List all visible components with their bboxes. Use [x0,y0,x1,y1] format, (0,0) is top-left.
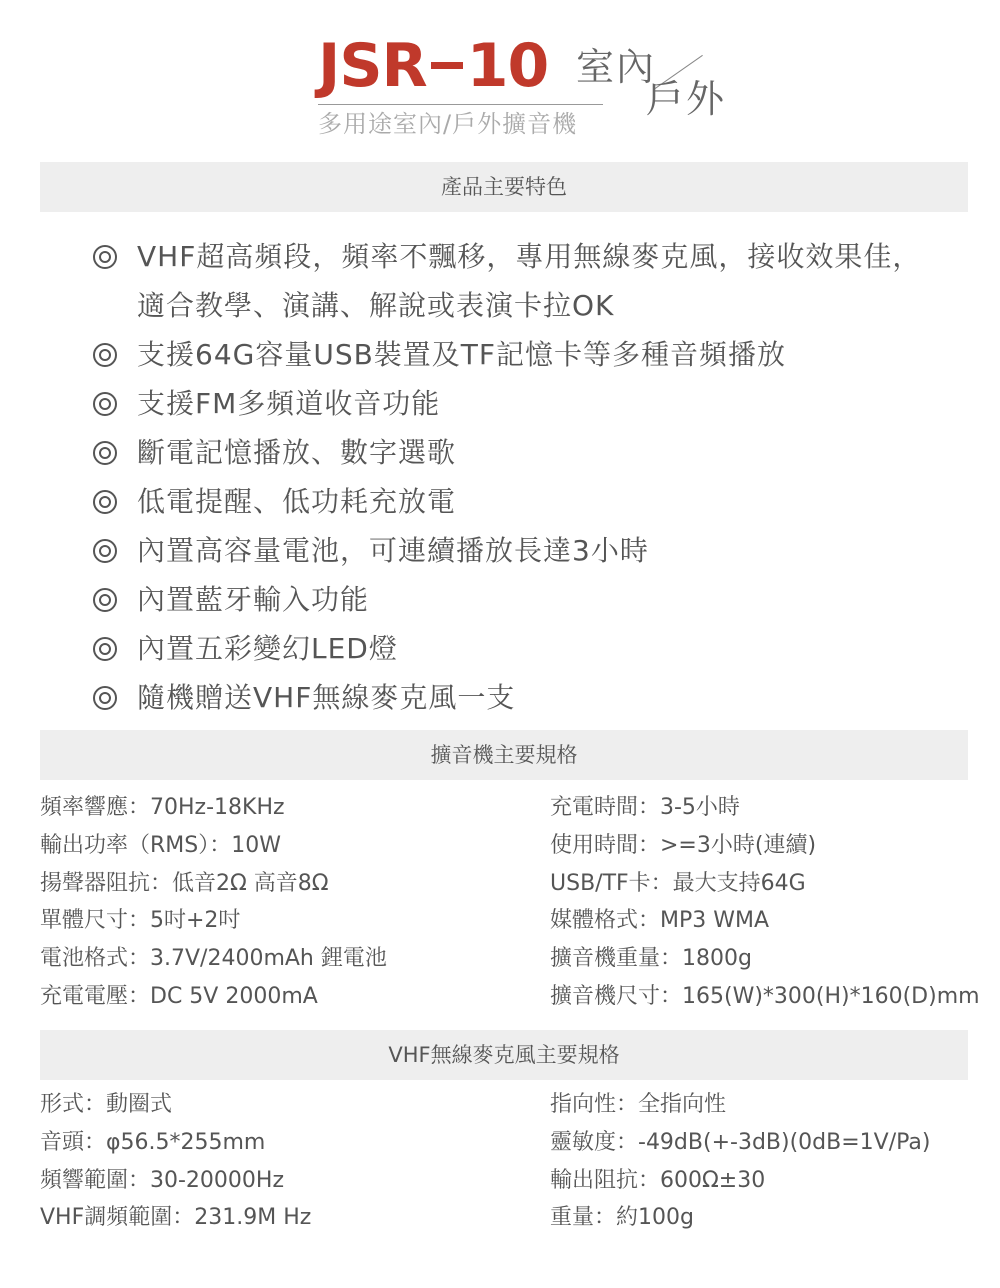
spec-row: 充電時間：3-5小時 [550,795,740,820]
feature-item: 低電提醒、低功耗充放電 [93,477,937,526]
mic-specs-title: VHF無線麥克風主要規格 [40,1030,968,1080]
logo-indoor-text: 室內 [576,45,657,89]
spec-row: 媒體格式：MP3 WMA [550,908,770,934]
spec-row: 單體尺寸：5吋+2吋 [40,908,241,934]
logo-outdoor-text: 戶外 [646,77,727,121]
feature-item: 隨機贈送VHF無線麥克風一支 [93,673,937,722]
spec-row: 揚聲器阻抗：低音2Ω 高音8Ω [40,870,329,896]
logo-model-number: JSR 10 [318,31,549,101]
feature-item-continuation: 適合教學、演講、解說或表演卡拉OK [137,289,615,322]
logo-subtitle: 多用途室內/戶外擴音機 [318,110,578,138]
spec-row: 擴音機尺寸：165(W)*300(H)*160(D)mm [550,983,980,1009]
double-circle-icon [93,526,137,575]
spec-row: 充電電壓：DC 5V 2000mA [40,983,318,1009]
spec-row: 音頭：φ56.5*255mm [40,1129,266,1155]
feature-item: 斷電記憶播放、數字選歌 [93,428,937,477]
spec-row: 頻響範圍：30-20000Hz [40,1167,285,1193]
features-section-title: 產品主要特色 [40,162,968,212]
amp-specs-right-column [550,789,980,1016]
double-circle-icon [93,575,137,624]
spec-row: VHF調頻範圍：231.9M Hz [40,1205,312,1231]
feature-item: 支援FM多頻道收音功能 [93,379,937,428]
double-circle-icon [93,232,137,281]
spec-row: 擴音機重量：1800g [550,946,752,972]
spec-row: 頻率響應：70Hz-18KHz [40,795,285,820]
feature-item: 內置藍牙輸入功能 [93,575,937,624]
double-circle-icon [93,428,137,477]
product-logo [318,30,738,138]
spec-row: 指向性：全指向性 [550,1092,727,1117]
spec-row: 使用時間：>=3小時(連續) [550,832,817,858]
amp-specs-title: 擴音機主要規格 [40,730,968,780]
double-circle-icon [93,624,137,673]
mic-specs-table [40,1086,968,1246]
mic-specs-right-column [550,1086,930,1237]
feature-item: 內置五彩變幻LED燈 [93,624,937,673]
spec-row: 重量：約100g [550,1205,694,1231]
spec-row: 形式：動圈式 [40,1092,173,1117]
amp-specs-table [40,789,980,1019]
spec-row: USB/TF卡：最大支持64G [550,870,806,896]
spec-row: 靈敏度：-49dB(+-3dB)(0dB=1V/Pa) [550,1129,931,1155]
double-circle-icon [93,330,137,379]
spec-row: 輸出功率（RMS）：10W [40,832,281,858]
feature-item: VHF超高頻段，頻率不飄移，專用無線麥克風，接收效果佳， [93,232,937,281]
double-circle-icon [93,477,137,526]
mic-specs-left-column [40,1086,311,1237]
spec-row: 輸出阻抗：600Ω±30 [550,1167,766,1193]
feature-item: 支援64G容量USB裝置及TF記憶卡等多種音頻播放 [93,330,937,379]
amp-specs-left-column [40,789,387,1016]
spec-row: 電池格式：3.7V/2400mAh 鋰電池 [40,946,387,972]
double-circle-icon [93,379,137,428]
feature-item: 內置高容量電池，可連續播放長達3小時 [93,526,937,575]
double-circle-icon [93,673,137,722]
feature-list [93,232,937,722]
